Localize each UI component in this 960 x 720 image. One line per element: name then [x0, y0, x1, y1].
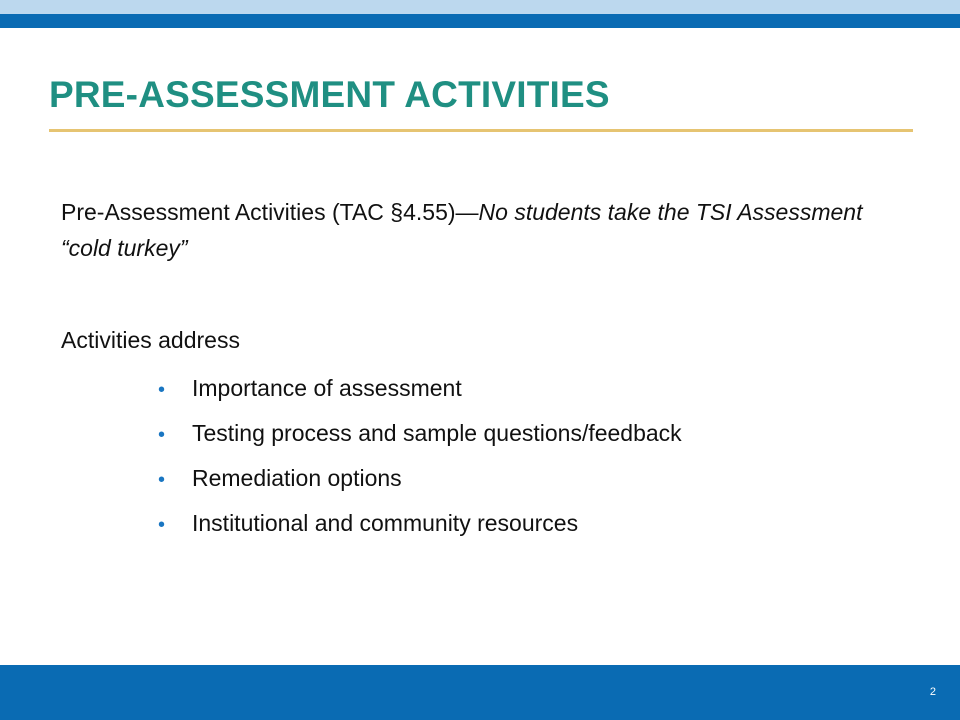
bullet-text: Remediation options — [192, 465, 402, 491]
page-number: 2 — [929, 686, 936, 698]
activities-bullet-list — [158, 370, 682, 550]
intro-paragraph — [61, 194, 881, 266]
bullet-text: Importance of assessment — [192, 375, 462, 401]
top-band-dark — [0, 14, 960, 28]
slide-title: PRE-ASSESSMENT ACTIVITIES — [49, 74, 610, 115]
footer-band — [0, 665, 960, 720]
bullet-dot-icon: • — [158, 424, 166, 446]
bullet-item — [158, 505, 682, 541]
intro-italic-text: No students take the TSI Assessment “cold turkey” — [61, 199, 863, 261]
bullet-text: Testing process and sample questions/feedback — [192, 420, 682, 446]
bullet-dot-icon: • — [158, 514, 166, 536]
bullet-text: Institutional and community resources — [192, 510, 579, 536]
activities-address-label: Activities address — [61, 327, 240, 353]
bullet-dot-icon: • — [158, 469, 166, 491]
bullet-item — [158, 460, 682, 496]
bullet-item — [158, 370, 682, 406]
top-band-light — [0, 0, 960, 14]
title-divider — [49, 129, 913, 132]
bullet-dot-icon: • — [158, 379, 166, 401]
intro-text: Pre-Assessment Activities (TAC §4.55)— — [61, 199, 479, 225]
bullet-item — [158, 415, 682, 451]
